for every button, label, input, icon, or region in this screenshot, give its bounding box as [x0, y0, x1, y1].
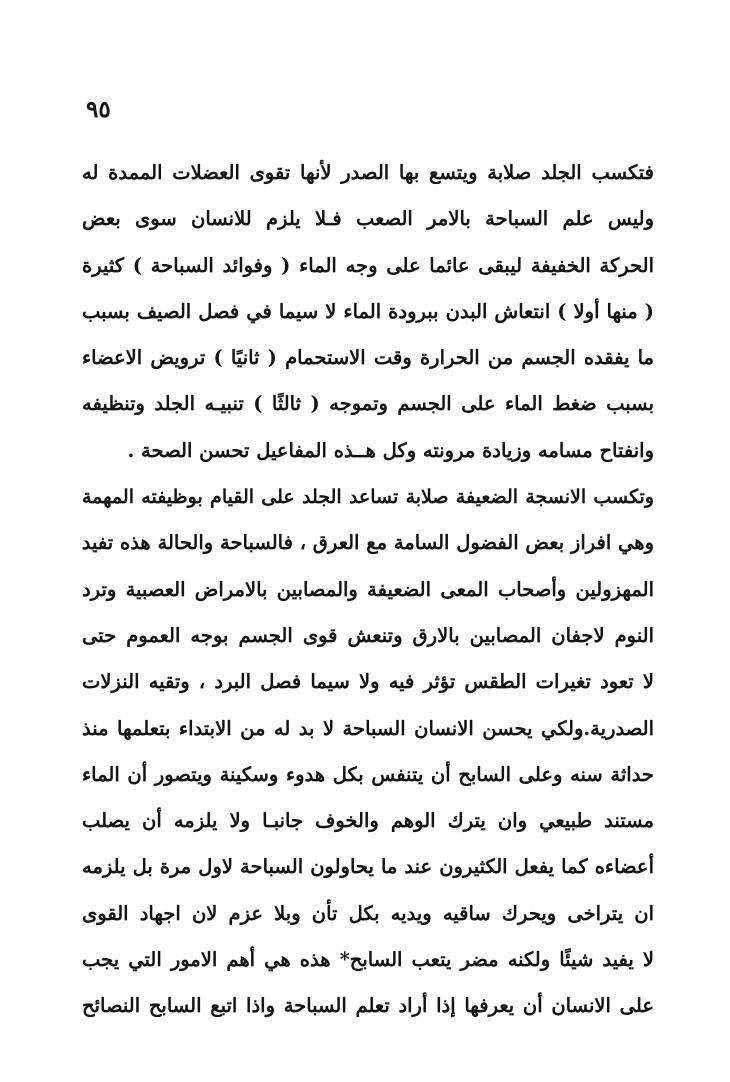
text-line: مستند طبيعي وان يترك الوهم والخوف جانبـا ولا يلزمه أن يصلب: [82, 809, 654, 833]
text-line: وهي افراز بعض الفضول السامة مع العرق ، فالسباحة والحالة هذه تفيد: [82, 531, 654, 555]
text-line: فتكسب الجلد صلابة ويتسع بها الصدر لأنها تقوى العضلات الممدة له: [82, 161, 654, 184]
text-line: بسبب ضغط الماء على الجسم وتموجه ( ثالثًا ) تنبيـه الجلد وتنظيفه: [82, 392, 654, 416]
text-line: ان يتراخى ويحرك ساقيه ويديه بكل تأن وبلا عزم لان اجهاد القوى: [82, 901, 654, 925]
page-number: ٩٥: [86, 96, 111, 123]
text-line: وليس علم السباحة بالامر الصعب فـلا يلزم للانسان سوى بعض: [82, 207, 654, 231]
text-line: على الانسان أن يعرفها إذا أراد تعلم السباحة واذا اتبع السابح النصائح: [82, 994, 654, 1018]
text-line: وانفتاح مسامه وزيادة مرونته وكل هــذه المفاعيل تحسن الصحة .: [127, 438, 654, 462]
text-line: النوم لاجفان المصابين بالارق وتنعش قوى الجسم بوجه العموم حتى: [82, 623, 654, 647]
text-line: المهزولين وأصحاب المعى الضعيفة والمصابين بالامراض العصبية وترد: [82, 577, 654, 601]
text-line: لا تعود تغيرات الطقس تؤثر فيه ولا سيما فصل البرد ، وتقيه النزلات: [82, 670, 654, 694]
text-line: لا يفيد شيئًا ولكنه مضر يتعب السابح* هذه هي أهم الامور التي يجب: [82, 948, 654, 972]
text-line: ( منها أولا ) انتعاش البدن ببرودة الماء لا سيما في فصل الصيف بسبب: [82, 299, 654, 323]
text-line: ما يفقده الجسم من الحرارة وقت الاستحمام ( ثانيًا ) ترويض الاعضاء: [82, 346, 654, 370]
body-text: [82, 150, 654, 1030]
text-line: أعضاءه كما يفعل الكثيرون عند ما يحاولون السباحة لاول مرة بل يلزمه: [82, 855, 654, 879]
text-line: حداثة سنه وعلى السابح أن يتنفس بكل هدوء وسكينة ويتصور أن الماء: [82, 762, 654, 786]
text-line: وتكسب الانسجة الضعيفة صلابة تساعد الجلد على القيام بوظيفته المهمة: [82, 486, 654, 509]
text-line: الحركة الخفيفة ليبقى عائما على وجه الماء ( وفوائد السباحة ) كثيرة: [82, 253, 654, 277]
text-line: الصدرية.ولكي يحسن الانسان السباحة لا بد له من الابتداء بتعلمها منذ: [82, 716, 654, 740]
